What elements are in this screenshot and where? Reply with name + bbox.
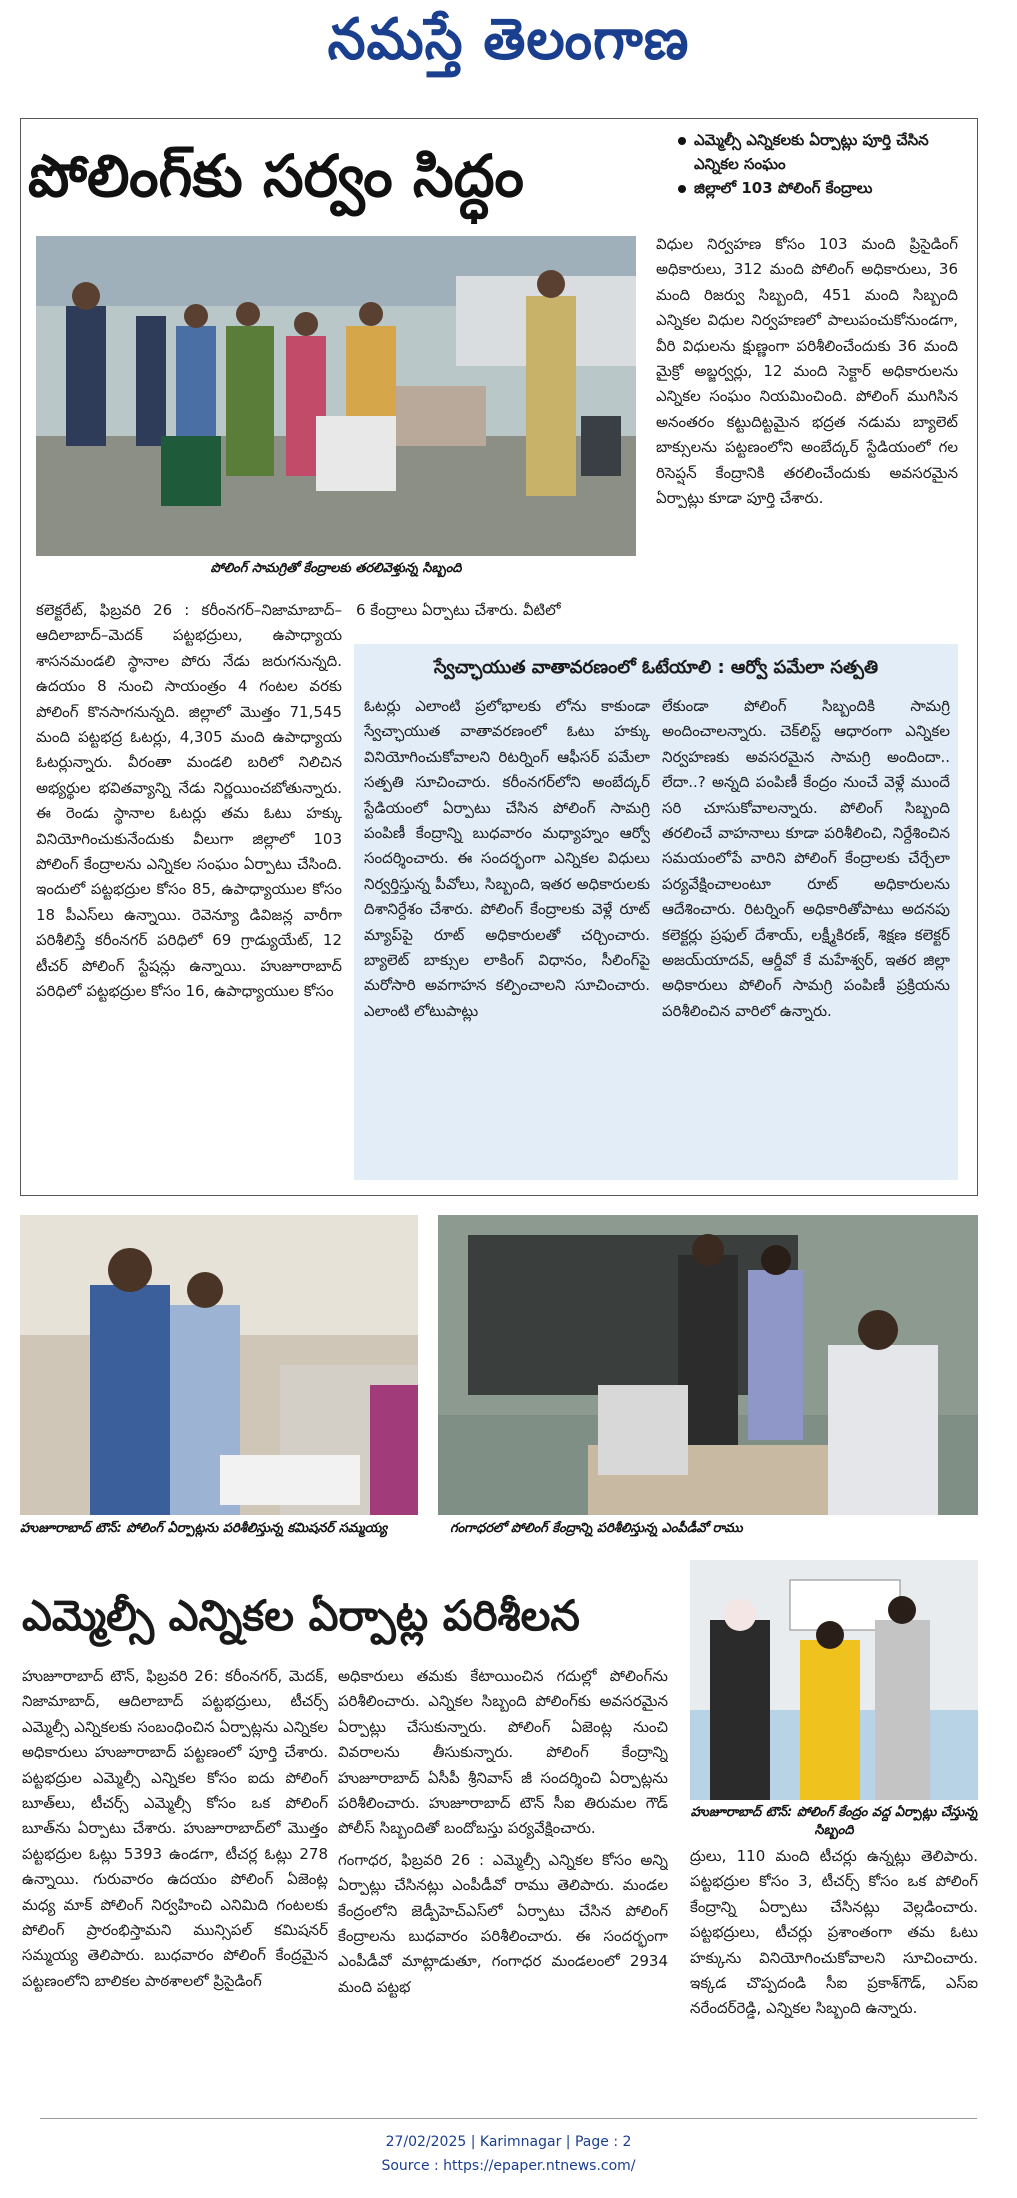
photo-mpdo xyxy=(438,1215,978,1515)
story2-text-3: ద్రులు, 110 మంది టీచర్లు ఉన్నట్లు తెలిపారు. పట్టభద్రుల కోసం 3, టీచర్స్ కోసం ఒక పోలింగ్ కేంద్రాన్ని ఏర్పాటు చేసినట్లు వెల్లడించారు. పట్టభద్రులు, టీచర్లు ప్రశాంతంగా తమ ఓటు హక్కును వినియోగించుకోవాలని సూచించారు. ఇక్కడ చొప్పదండి సీఐ ప్రకాశ్‌గౌడ్, ఎస్ఐ నరేందర్‌రెడ్డి, ఎన్నికల సిబ్బంది ఉన్నారు. xyxy=(690,1847,978,2018)
story1-mid-text: 6 కేంద్రాలు ఏర్పాటు చేశారు. వీటిలో xyxy=(356,601,561,619)
story1-mid-fragment xyxy=(356,598,666,624)
box-title: స్వేచ్ఛాయుత వాతావరణంలో ఓటేయాలి : ఆర్వో పమేలా సత్పతి xyxy=(433,657,879,678)
box-text-2: లేకుండా పోలింగ్ సిబ్బందికి సామగ్రి అందించాలన్నారు. చెక్‌లిస్ట్ ఆధారంగా ఎన్నికల నిర్వహణకు అవసరమైన సామగ్రి అందిందా.. లేదా..? అన్నది పంపిణీ కేంద్రం నుంచే వెళ్లే ముందే సరి చూసుకోవాలన్నారు. పోలింగ్ సిబ్బంది తరలించే వాహనాలు కూడా పరిశీలించి, నిర్దేశించిన సమయంలోపే వారిని పోలింగ్ కేంద్రాలకు చేర్చేలా పర్యవేక్షించాలంటూ రూట్ అధికారులను ఆదేశించారు. రిటర్నింగ్ అధికారితోపాటు అదనపు కలెక్టర్లు ప్రఫుల్ దేశాయ్, లక్ష్మీకిరణ్, శిక్షణ కలెక్టర్ అజయ్‌యాదవ్, ఆర్డీవో కే మహేశ్వర్, ఇతర జిల్లా అధికారులు పోలింగ్ సామగ్రి పంపిణీ ప్రక్రియను పరిశీలించిన వారిలో ఉన్నారు. xyxy=(662,697,950,1020)
story2-column-3 xyxy=(690,1844,978,2110)
story2-column-1 xyxy=(22,1664,328,2110)
newspaper-title: నమస్తే తెలంగాణ xyxy=(327,6,690,73)
story1-right-column xyxy=(656,232,958,636)
footer-date-edition: 27/02/2025 | Karimnagar | Page : 2 xyxy=(385,2134,632,2150)
headline-main: పోలింగ్‌కు సర్వం సిద్ధం xyxy=(28,142,524,210)
photo-caption-story2: హుజూరాబాద్ టౌన్: పోలింగ్ కేంద్రం వద్ద ఏర్పాట్లు చేస్తున్న సిబ్బంది xyxy=(690,1805,978,1838)
masthead xyxy=(0,0,1017,90)
footer-rule xyxy=(40,2118,977,2119)
story1-left-text: కలెక్టరేట్, ఫిబ్రవరి 26 : కరీంనగర్–నిజామాబాద్–ఆదిలాబాద్–మెదక్ పట్టభద్రులు, ఉపాధ్యాయ శాసనమండలి స్థానాల పోరు నేడు జరుగనున్నది. ఉదయం 8 నుంచి సాయంత్రం 4 గంటల వరకు పోలింగ్ కొనసాగనున్నది. జిల్లాలో మొత్తం 71,545 మంది పట్టభద్ర ఓటర్లు, 4,305 మంది ఉపాధ్యాయ ఓటర్లున్నారు. వీరంతా మండలి బరిలో నిలిచిన అభ్యర్థుల భవితవ్యాన్ని నేడు నిర్ణయించబోతున్నారు. ఈ రెండు స్థానాల ఓటర్లు తమ ఓటు హక్కు వినియోగించుకునేందుకు వీలుగా జిల్లాలో 103 పోలింగ్ కేంద్రాలను ఎన్నికల సంఘం ఏర్పాటు చేసింది. ఇందులో పట్టభద్రుల కోసం 85, ఉపాధ్యాయుల కోసం 18 పీఎస్‌లు ఉన్నాయి. రెవెన్యూ డివిజన్ల వారీగా పరిశీలిస్తే కరీంనగర్ పరిధిలో 69 గ్రాడ్యుయేట్, 12 టీచర్ పోలింగ్ స్టేషన్లు ఉన్నాయి. హుజూరాబాద్ పరిధిలో పట్టభద్రుల కోసం 16, ఉపాధ్యాయుల కోసం xyxy=(36,601,342,1001)
photo-polling-centre xyxy=(690,1560,978,1800)
story2-text-2: అధికారులు తమకు కేటాయించిన గదుల్లో పోలింగ్‌ను పరిశీలించారు. ఎన్నికల సిబ్బంది పోలింగ్‌కు అవసరమైన ఏర్పాట్లు చేసుకున్నారు. పోలింగ్ ఏజెంట్ల నుంచి వివరాలను తీసుకున్నారు. పోలింగ్ కేంద్రాన్ని హుజూరాబాద్ ఏసీపీ శ్రీనివాస్ జీ సందర్శించి ఏర్పాట్లను పరిశీలించారు. హుజూరాబాద్ టౌన్ సీఐ తిరుమల గౌడ్ పోలీస్ సిబ్బందితో బందోబస్తు పర్యవేక్షించారు. xyxy=(338,1667,668,1838)
box-column-2 xyxy=(662,694,950,1174)
headline-story2: ఎమ్మెల్సీ ఎన్నికల ఏర్పాట్ల పరిశీలన xyxy=(22,1591,580,1640)
photo-caption-right: గంగాధరలో పోలింగ్ కేంద్రాన్ని పరిశీలిస్తున్న ఎంపీడీవో రాము xyxy=(450,1521,743,1536)
bullet-2: జిల్లాలో 103 పోలింగ్ కేంద్రాలు xyxy=(676,176,976,200)
page-footer xyxy=(0,2130,1017,2186)
headline-bullets xyxy=(676,128,976,228)
photo-commissioner xyxy=(20,1215,418,1515)
box-column-1 xyxy=(364,694,650,1174)
bullet-1: ఎమ్మెల్సీ ఎన్నికలకు ఏర్పాట్లు పూర్తి చేసిన ఎన్నికల సంఘం xyxy=(676,128,976,176)
story2-column-2 xyxy=(338,1664,668,2110)
story2-text-1: హుజూరాబాద్ టౌన్, ఫిబ్రవరి 26: కరీంనగర్, మెదక్, నిజామాబాద్, ఆదిలాబాద్ పట్టభద్రులు, టీచర్స్ ఎమ్మెల్సీ ఎన్నికలకు సంబంధించిన ఏర్పాట్లను ఎన్నికల అధికారులు హుజూరాబాద్ పట్టణంలో పూర్తి చేశారు. పట్టభద్రుల ఎమ్మెల్సీ ఎన్నికల కోసం ఐదు పోలింగ్ బూత్‌లు, టీచర్స్ ఎమ్మెల్సీ కోసం ఒక పోలింగ్ బూత్‌ను ఏర్పాటు చేశారు. హుజూరాబాద్‌లో మొత్తం పట్టభద్రుల ఓట్లు 5393 ఉండగా, టీచర్ల ఓట్లు 278 ఉన్నాయి. గురువారం ఉదయం పోలింగ్ ఏజెంట్ల మధ్య మాక్ పోలింగ్ నిర్వహించి ఎనిమిది గంటలకు పోలింగ్ ప్రారంభిస్తామని మున్సిపల్ కమిషనర్ సమ్మయ్య తెలిపారు. బుధవారం పోలింగ్ కేంద్రమైన పట్టణంలోని బాలికల పాఠశాలలో ప్రిసైడింగ్ xyxy=(22,1667,328,1990)
story1-right-text: విధుల నిర్వహణ కోసం 103 మంది ప్రిసైడింగ్ అధికారులు, 312 మంది పోలింగ్ అధికారులు, 36 మంది రిజర్వు సిబ్బంది, 451 మంది సిబ్బంది ఎన్నికల విధుల నిర్వహణలో పాలుపంచుకోనుండగా, వీరి విధులను క్షుణ్ణంగా పరిశీలించేందుకు 36 మంది మైక్రో అబ్జర్వర్లు, 12 మంది సెక్టార్ అధికారులను ఎన్నికల సంఘం నియమించింది. పోలింగ్ ముగిసిన అనంతరం కట్టుదిట్టమైన భద్రత నడుమ బ్యాలెట్ బాక్సులను పట్టణంలోని అంబేద్కర్ స్టేడియంలో గల రిసెప్షన్ కేంద్రానికి తరలించేందుకు అవసరమైన ఏర్పాట్లు కూడా పూర్తి చేశారు. xyxy=(656,235,958,508)
story1-left-column xyxy=(36,598,342,1182)
photo-caption-left: హుజూరాబాద్ టౌన్: పోలింగ్ ఏర్పాట్లను పరిశీలిస్తున్న కమిషనర్ సమ్మయ్య xyxy=(20,1521,388,1536)
footer-source: Source : https://epaper.ntnews.com/ xyxy=(381,2158,636,2174)
photo-polling-staff xyxy=(36,236,636,556)
story2-text-2b: గంగాధర, ఫిబ్రవరి 26 : ఎమ్మెల్సీ ఎన్నికల కోసం అన్ని ఏర్పాట్లు చేసినట్లు ఎంపీడీవో రాము తెలిపారు. మండల కేంద్రంలోని జెడ్పీహెచ్ఎస్‌లో ఏర్పాటు చేసిన పోలింగ్ కేంద్రాలను బుధవారం పరిశీలించారు. ఈ సందర్భంగా ఎంపీడీవో మాట్లాడుతూ, గంగాధర మండలంలో 2934 మంది పట్టభ xyxy=(338,1850,668,1996)
photo-caption-main: పోలింగ్ సామగ్రితో కేంద్రాలకు తరలివెళ్తున్న సిబ్బంది xyxy=(210,561,462,576)
box-text-1: ఓటర్లు ఎలాంటి ప్రలోభాలకు లోను కాకుండా స్వేచ్ఛాయుత వాతావరణంలో ఓటు హక్కు వినియోగించుకోవాలని రిటర్నింగ్ ఆఫీసర్ పమేలా సత్పతి సూచించారు. కరీంనగర్‌లోని అంబేద్కర్ స్టేడియంలో ఏర్పాటు చేసిన పోలింగ్ సామగ్రి పంపిణీ కేంద్రాన్ని బుధవారం మధ్యాహ్నం ఆర్వో సందర్శించారు. ఈ సందర్భంగా ఎన్నికల విధులు నిర్వర్తిస్తున్న పీవోలు, సిబ్బంది, ఇతర అధికారులకు దిశానిర్దేశం చేశారు. పోలింగ్ కేంద్రాలకు వెళ్లే రూట్ మ్యాప్‌పై రూట్ అధికారులతో చర్చించారు. బ్యాలెట్ బాక్సుల లాకింగ్ విధానం, సీలింగ్‌పై మరోసారి అవగాహన కల్పించాలని సూచించారు. ఎలాంటి లోటుపాట్లు xyxy=(364,697,650,1020)
